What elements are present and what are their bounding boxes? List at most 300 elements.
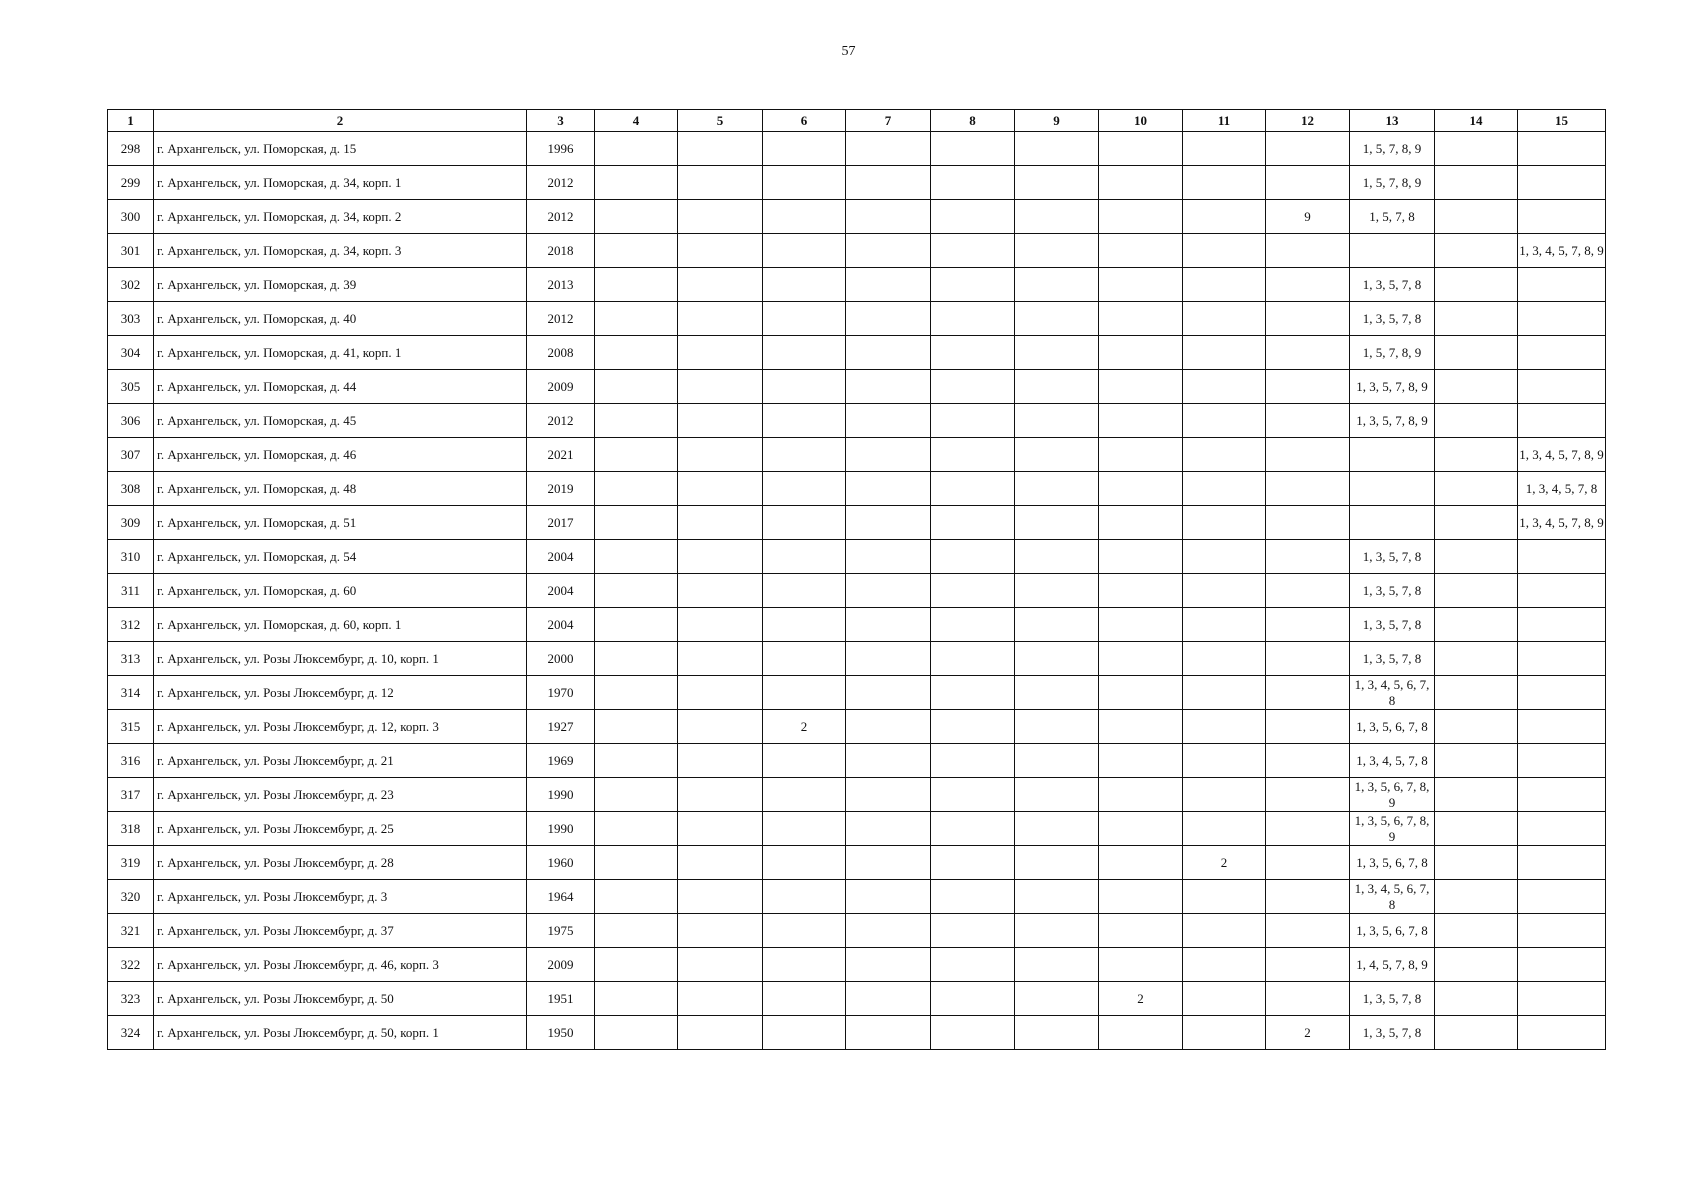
page-number: 57 <box>841 44 856 59</box>
column-14-cell <box>1435 778 1518 812</box>
column-14-cell <box>1435 948 1518 982</box>
year-cell: 2004 <box>527 608 595 642</box>
column-10-cell <box>1099 540 1183 574</box>
row-number-cell: 314 <box>108 676 154 710</box>
column-5-cell <box>678 370 763 404</box>
year-cell: 2013 <box>527 268 595 302</box>
table-row <box>108 200 1606 234</box>
row-number-cell: 306 <box>108 404 154 438</box>
column-12-cell <box>1266 234 1350 268</box>
column-13-cell: 1, 3, 5, 6, 7, 8, 9 <box>1350 778 1435 812</box>
column-5-cell <box>678 676 763 710</box>
table-row <box>108 846 1606 880</box>
column-4-cell <box>595 336 678 370</box>
column-15-cell <box>1518 132 1606 166</box>
row-number-cell: 312 <box>108 608 154 642</box>
column-8-cell <box>931 846 1015 880</box>
address-cell: г. Архангельск, ул. Поморская, д. 60, корп. 1 <box>154 608 527 642</box>
row-number-cell: 322 <box>108 948 154 982</box>
column-15-cell <box>1518 812 1606 846</box>
column-header-15: 15 <box>1518 110 1606 132</box>
column-10-cell <box>1099 370 1183 404</box>
column-14-cell <box>1435 642 1518 676</box>
column-10-cell <box>1099 336 1183 370</box>
column-8-cell <box>931 234 1015 268</box>
column-11-cell <box>1183 744 1266 778</box>
column-9-cell <box>1015 914 1099 948</box>
column-7-cell <box>846 744 931 778</box>
column-5-cell <box>678 268 763 302</box>
column-6-cell <box>763 302 846 336</box>
column-12-cell <box>1266 540 1350 574</box>
column-7-cell <box>846 676 931 710</box>
column-13-cell: 1, 3, 5, 6, 7, 8 <box>1350 914 1435 948</box>
address-cell: г. Архангельск, ул. Розы Люксембург, д. 50, корп. 1 <box>154 1016 527 1050</box>
column-13-cell: 1, 3, 5, 7, 8 <box>1350 268 1435 302</box>
year-cell: 1960 <box>527 846 595 880</box>
year-cell: 1951 <box>527 982 595 1016</box>
column-5-cell <box>678 438 763 472</box>
column-9-cell <box>1015 268 1099 302</box>
column-11-cell <box>1183 268 1266 302</box>
column-15-cell: 1, 3, 4, 5, 7, 8, 9 <box>1518 234 1606 268</box>
column-5-cell <box>678 744 763 778</box>
row-number-cell: 310 <box>108 540 154 574</box>
column-6-cell <box>763 982 846 1016</box>
row-number-cell: 307 <box>108 438 154 472</box>
column-15-cell <box>1518 608 1606 642</box>
column-12-cell: 9 <box>1266 200 1350 234</box>
column-7-cell <box>846 268 931 302</box>
table-row <box>108 744 1606 778</box>
row-number-cell: 319 <box>108 846 154 880</box>
column-14-cell <box>1435 472 1518 506</box>
column-6-cell <box>763 914 846 948</box>
row-number-cell: 302 <box>108 268 154 302</box>
column-9-cell <box>1015 506 1099 540</box>
column-9-cell <box>1015 710 1099 744</box>
address-cell: г. Архангельск, ул. Поморская, д. 44 <box>154 370 527 404</box>
column-7-cell <box>846 438 931 472</box>
column-7-cell <box>846 574 931 608</box>
column-11-cell <box>1183 404 1266 438</box>
column-4-cell <box>595 472 678 506</box>
column-14-cell <box>1435 132 1518 166</box>
column-8-cell <box>931 778 1015 812</box>
column-12-cell <box>1266 812 1350 846</box>
column-13-cell: 1, 5, 7, 8, 9 <box>1350 132 1435 166</box>
address-cell: г. Архангельск, ул. Розы Люксембург, д. 28 <box>154 846 527 880</box>
column-6-cell <box>763 676 846 710</box>
column-15-cell <box>1518 880 1606 914</box>
column-10-cell <box>1099 132 1183 166</box>
column-9-cell <box>1015 540 1099 574</box>
column-5-cell <box>678 710 763 744</box>
column-12-cell <box>1266 574 1350 608</box>
column-9-cell <box>1015 404 1099 438</box>
table-row <box>108 234 1606 268</box>
column-8-cell <box>931 540 1015 574</box>
column-header-14: 14 <box>1435 110 1518 132</box>
column-9-cell <box>1015 472 1099 506</box>
column-8-cell <box>931 744 1015 778</box>
column-10-cell <box>1099 302 1183 336</box>
row-number-cell: 311 <box>108 574 154 608</box>
column-4-cell <box>595 812 678 846</box>
column-7-cell <box>846 982 931 1016</box>
column-12-cell <box>1266 166 1350 200</box>
column-14-cell <box>1435 302 1518 336</box>
address-cell: г. Архангельск, ул. Поморская, д. 45 <box>154 404 527 438</box>
column-5-cell <box>678 234 763 268</box>
column-8-cell <box>931 302 1015 336</box>
year-cell: 1990 <box>527 778 595 812</box>
column-10-cell <box>1099 438 1183 472</box>
column-13-cell: 1, 3, 4, 5, 6, 7, 8 <box>1350 676 1435 710</box>
column-header-7: 7 <box>846 110 931 132</box>
column-4-cell <box>595 404 678 438</box>
column-15-cell <box>1518 710 1606 744</box>
column-12-cell <box>1266 642 1350 676</box>
column-6-cell <box>763 846 846 880</box>
column-15-cell <box>1518 302 1606 336</box>
address-cell: г. Архангельск, ул. Розы Люксембург, д. 12 <box>154 676 527 710</box>
row-number-cell: 298 <box>108 132 154 166</box>
column-5-cell <box>678 166 763 200</box>
column-6-cell <box>763 438 846 472</box>
column-7-cell <box>846 166 931 200</box>
table-row <box>108 574 1606 608</box>
table-row <box>108 540 1606 574</box>
year-cell: 1950 <box>527 1016 595 1050</box>
column-11-cell <box>1183 336 1266 370</box>
column-14-cell <box>1435 812 1518 846</box>
column-13-cell: 1, 3, 5, 7, 8 <box>1350 1016 1435 1050</box>
row-number-cell: 303 <box>108 302 154 336</box>
column-13-cell: 1, 3, 5, 7, 8 <box>1350 540 1435 574</box>
column-12-cell <box>1266 710 1350 744</box>
row-number-cell: 300 <box>108 200 154 234</box>
column-13-cell: 1, 3, 5, 6, 7, 8 <box>1350 710 1435 744</box>
table-row <box>108 1016 1606 1050</box>
column-14-cell <box>1435 880 1518 914</box>
column-14-cell <box>1435 370 1518 404</box>
column-5-cell <box>678 1016 763 1050</box>
address-cell: г. Архангельск, ул. Поморская, д. 51 <box>154 506 527 540</box>
column-8-cell <box>931 642 1015 676</box>
table-row <box>108 268 1606 302</box>
column-11-cell <box>1183 812 1266 846</box>
column-7-cell <box>846 1016 931 1050</box>
year-cell: 2017 <box>527 506 595 540</box>
column-13-cell: 1, 5, 7, 8, 9 <box>1350 336 1435 370</box>
column-14-cell <box>1435 166 1518 200</box>
column-4-cell <box>595 744 678 778</box>
column-12-cell <box>1266 336 1350 370</box>
column-15-cell <box>1518 778 1606 812</box>
column-7-cell <box>846 948 931 982</box>
column-15-cell: 1, 3, 4, 5, 7, 8, 9 <box>1518 438 1606 472</box>
column-13-cell: 1, 3, 5, 6, 7, 8 <box>1350 846 1435 880</box>
column-5-cell <box>678 608 763 642</box>
column-13-cell: 1, 3, 5, 7, 8, 9 <box>1350 370 1435 404</box>
table-row <box>108 914 1606 948</box>
column-11-cell <box>1183 982 1266 1016</box>
column-7-cell <box>846 914 931 948</box>
column-6-cell <box>763 540 846 574</box>
address-cell: г. Архангельск, ул. Розы Люксембург, д. 21 <box>154 744 527 778</box>
column-14-cell <box>1435 540 1518 574</box>
column-8-cell <box>931 166 1015 200</box>
column-12-cell <box>1266 132 1350 166</box>
column-10-cell <box>1099 200 1183 234</box>
column-8-cell <box>931 336 1015 370</box>
column-7-cell <box>846 880 931 914</box>
row-number-cell: 313 <box>108 642 154 676</box>
address-cell: г. Архангельск, ул. Поморская, д. 54 <box>154 540 527 574</box>
column-6-cell <box>763 1016 846 1050</box>
column-8-cell <box>931 200 1015 234</box>
column-15-cell <box>1518 914 1606 948</box>
column-13-cell <box>1350 438 1435 472</box>
column-9-cell <box>1015 608 1099 642</box>
column-15-cell <box>1518 846 1606 880</box>
column-8-cell <box>931 370 1015 404</box>
column-15-cell <box>1518 268 1606 302</box>
column-15-cell <box>1518 370 1606 404</box>
row-number-cell: 320 <box>108 880 154 914</box>
address-cell: г. Архангельск, ул. Поморская, д. 34, корп. 1 <box>154 166 527 200</box>
row-number-cell: 315 <box>108 710 154 744</box>
column-10-cell <box>1099 778 1183 812</box>
column-4-cell <box>595 948 678 982</box>
column-6-cell <box>763 778 846 812</box>
column-8-cell <box>931 404 1015 438</box>
column-6-cell <box>763 268 846 302</box>
column-8-cell <box>931 676 1015 710</box>
column-4-cell <box>595 540 678 574</box>
column-14-cell <box>1435 676 1518 710</box>
column-5-cell <box>678 404 763 438</box>
column-8-cell <box>931 982 1015 1016</box>
column-4-cell <box>595 574 678 608</box>
column-7-cell <box>846 200 931 234</box>
address-cell: г. Архангельск, ул. Поморская, д. 40 <box>154 302 527 336</box>
column-9-cell <box>1015 336 1099 370</box>
table-row <box>108 404 1606 438</box>
column-header-1: 1 <box>108 110 154 132</box>
column-4-cell <box>595 846 678 880</box>
column-9-cell <box>1015 982 1099 1016</box>
column-header-9: 9 <box>1015 110 1099 132</box>
column-12-cell <box>1266 370 1350 404</box>
column-6-cell <box>763 404 846 438</box>
column-14-cell <box>1435 744 1518 778</box>
column-6-cell <box>763 812 846 846</box>
column-15-cell <box>1518 200 1606 234</box>
address-cell: г. Архангельск, ул. Розы Люксембург, д. 37 <box>154 914 527 948</box>
column-4-cell <box>595 642 678 676</box>
column-7-cell <box>846 710 931 744</box>
column-14-cell <box>1435 914 1518 948</box>
column-11-cell <box>1183 676 1266 710</box>
column-14-cell <box>1435 234 1518 268</box>
column-4-cell <box>595 438 678 472</box>
column-5-cell <box>678 982 763 1016</box>
column-12-cell <box>1266 404 1350 438</box>
column-9-cell <box>1015 676 1099 710</box>
table-row <box>108 880 1606 914</box>
column-10-cell <box>1099 506 1183 540</box>
column-9-cell <box>1015 200 1099 234</box>
row-number-cell: 301 <box>108 234 154 268</box>
column-14-cell <box>1435 846 1518 880</box>
table-row <box>108 370 1606 404</box>
year-cell: 2000 <box>527 642 595 676</box>
column-9-cell <box>1015 132 1099 166</box>
column-6-cell <box>763 200 846 234</box>
column-13-cell: 1, 4, 5, 7, 8, 9 <box>1350 948 1435 982</box>
column-4-cell <box>595 880 678 914</box>
column-9-cell <box>1015 370 1099 404</box>
column-8-cell <box>931 438 1015 472</box>
column-12-cell <box>1266 608 1350 642</box>
column-8-cell <box>931 880 1015 914</box>
column-10-cell <box>1099 880 1183 914</box>
column-12-cell <box>1266 778 1350 812</box>
column-15-cell <box>1518 948 1606 982</box>
column-12-cell <box>1266 506 1350 540</box>
column-13-cell: 1, 3, 5, 7, 8 <box>1350 642 1435 676</box>
column-5-cell <box>678 948 763 982</box>
table-body <box>108 132 1606 1050</box>
column-12-cell <box>1266 472 1350 506</box>
column-8-cell <box>931 608 1015 642</box>
year-cell: 2012 <box>527 200 595 234</box>
column-9-cell <box>1015 574 1099 608</box>
row-number-cell: 323 <box>108 982 154 1016</box>
column-10-cell <box>1099 404 1183 438</box>
column-11-cell <box>1183 642 1266 676</box>
column-6-cell <box>763 370 846 404</box>
column-11-cell <box>1183 506 1266 540</box>
column-4-cell <box>595 914 678 948</box>
column-4-cell <box>595 200 678 234</box>
address-cell: г. Архангельск, ул. Поморская, д. 34, корп. 3 <box>154 234 527 268</box>
column-15-cell <box>1518 642 1606 676</box>
row-number-cell: 309 <box>108 506 154 540</box>
column-9-cell <box>1015 302 1099 336</box>
table-row <box>108 336 1606 370</box>
column-6-cell <box>763 234 846 268</box>
column-7-cell <box>846 234 931 268</box>
column-6-cell <box>763 574 846 608</box>
column-6-cell <box>763 948 846 982</box>
column-5-cell <box>678 880 763 914</box>
column-8-cell <box>931 132 1015 166</box>
column-11-cell <box>1183 608 1266 642</box>
column-9-cell <box>1015 812 1099 846</box>
column-14-cell <box>1435 710 1518 744</box>
row-number-cell: 317 <box>108 778 154 812</box>
column-14-cell <box>1435 574 1518 608</box>
column-11-cell <box>1183 370 1266 404</box>
year-cell: 2012 <box>527 302 595 336</box>
address-cell: г. Архангельск, ул. Розы Люксембург, д. 25 <box>154 812 527 846</box>
column-7-cell <box>846 404 931 438</box>
column-13-cell: 1, 5, 7, 8 <box>1350 200 1435 234</box>
address-cell: г. Архангельск, ул. Поморская, д. 60 <box>154 574 527 608</box>
row-number-cell: 316 <box>108 744 154 778</box>
column-15-cell <box>1518 676 1606 710</box>
column-10-cell <box>1099 608 1183 642</box>
column-13-cell: 1, 3, 4, 5, 6, 7, 8 <box>1350 880 1435 914</box>
column-12-cell <box>1266 880 1350 914</box>
column-8-cell <box>931 1016 1015 1050</box>
address-cell: г. Архангельск, ул. Розы Люксембург, д. 46, корп. 3 <box>154 948 527 982</box>
column-11-cell <box>1183 438 1266 472</box>
column-10-cell <box>1099 948 1183 982</box>
column-header-6: 6 <box>763 110 846 132</box>
column-5-cell <box>678 506 763 540</box>
year-cell: 2019 <box>527 472 595 506</box>
column-10-cell <box>1099 166 1183 200</box>
column-13-cell <box>1350 234 1435 268</box>
year-cell: 2012 <box>527 166 595 200</box>
column-10-cell <box>1099 710 1183 744</box>
table-row <box>108 438 1606 472</box>
row-number-cell: 304 <box>108 336 154 370</box>
column-4-cell <box>595 370 678 404</box>
column-12-cell <box>1266 846 1350 880</box>
column-11-cell <box>1183 166 1266 200</box>
column-4-cell <box>595 1016 678 1050</box>
table-row <box>108 812 1606 846</box>
column-8-cell <box>931 472 1015 506</box>
year-cell: 2021 <box>527 438 595 472</box>
address-cell: г. Архангельск, ул. Поморская, д. 34, корп. 2 <box>154 200 527 234</box>
column-11-cell <box>1183 132 1266 166</box>
column-6-cell <box>763 506 846 540</box>
column-5-cell <box>678 200 763 234</box>
column-15-cell <box>1518 336 1606 370</box>
column-12-cell <box>1266 744 1350 778</box>
column-5-cell <box>678 914 763 948</box>
column-14-cell <box>1435 1016 1518 1050</box>
column-11-cell <box>1183 302 1266 336</box>
column-12-cell: 2 <box>1266 1016 1350 1050</box>
year-cell: 1927 <box>527 710 595 744</box>
column-6-cell <box>763 608 846 642</box>
column-header-11: 11 <box>1183 110 1266 132</box>
column-15-cell <box>1518 1016 1606 1050</box>
address-cell: г. Архангельск, ул. Розы Люксембург, д. 3 <box>154 880 527 914</box>
year-cell: 2008 <box>527 336 595 370</box>
year-cell: 2018 <box>527 234 595 268</box>
table-row <box>108 676 1606 710</box>
year-cell: 1996 <box>527 132 595 166</box>
column-7-cell <box>846 540 931 574</box>
column-12-cell <box>1266 676 1350 710</box>
column-10-cell <box>1099 268 1183 302</box>
column-5-cell <box>678 846 763 880</box>
column-12-cell <box>1266 268 1350 302</box>
column-14-cell <box>1435 200 1518 234</box>
column-14-cell <box>1435 506 1518 540</box>
column-8-cell <box>931 574 1015 608</box>
column-14-cell <box>1435 336 1518 370</box>
column-header-13: 13 <box>1350 110 1435 132</box>
